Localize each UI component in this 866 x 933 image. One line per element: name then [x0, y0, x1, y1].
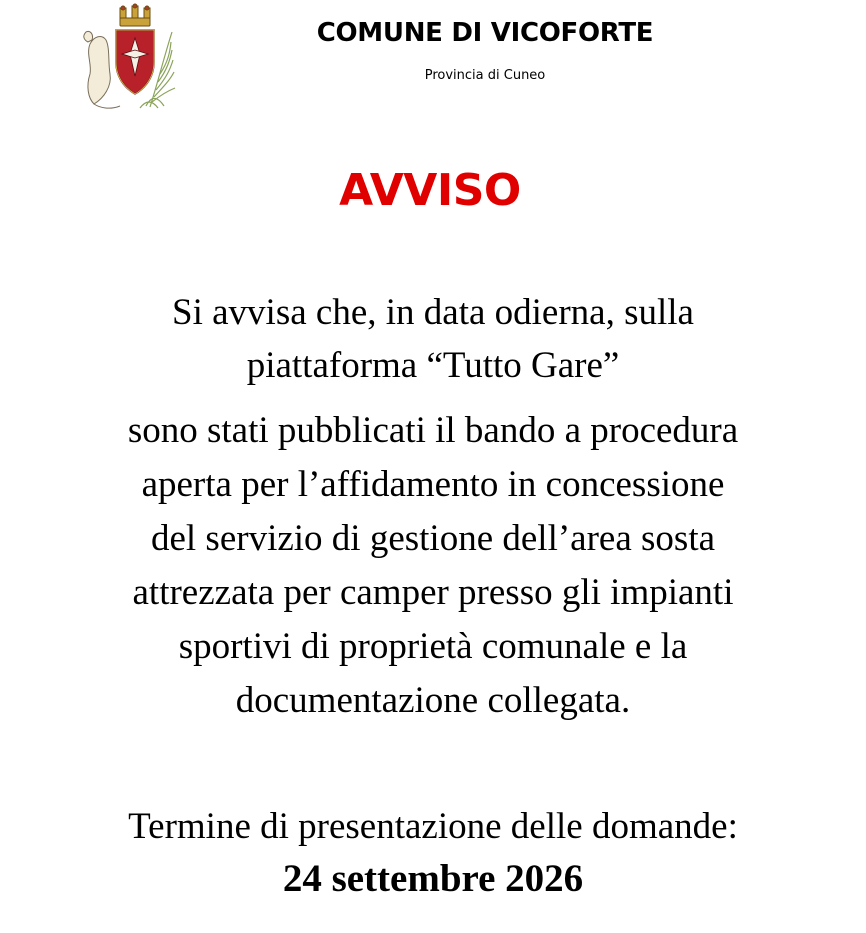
body-line: sono stati pubblicati il bando a procedura	[127, 410, 739, 451]
body-line: aperta per l’affidamento in concessione	[141, 464, 725, 505]
notice-body	[40, 404, 826, 728]
body-line: sportivi di proprietà comunale e la	[178, 626, 688, 667]
body-line: documentazione collegata.	[235, 680, 631, 721]
intro-line: piattaforma “Tutto Gare”	[246, 345, 620, 386]
intro-line: Si avvisa che, in data odierna, sulla	[172, 292, 694, 333]
body-line: attrezzata per camper presso gli impianti	[132, 572, 734, 613]
municipal-coat-of-arms-icon	[80, 2, 176, 112]
notice-title: AVVISO	[339, 165, 521, 216]
province-name: Provincia di Cuneo	[424, 68, 546, 83]
deadline-label: Termine di presentazione delle domande:	[128, 806, 738, 847]
deadline-date: 24 settembre 2026	[282, 857, 584, 900]
notice-intro	[40, 286, 826, 392]
municipality-name: COMUNE DI VICOFORTE	[316, 18, 654, 48]
body-line: del servizio di gestione dell’area sosta	[150, 518, 716, 559]
